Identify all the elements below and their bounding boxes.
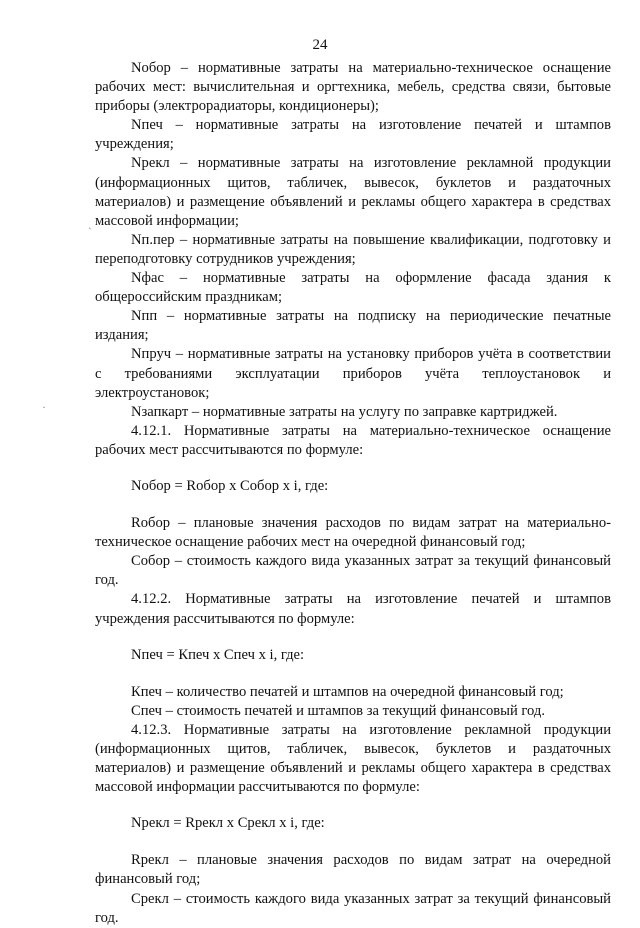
definition-nfas: Nфас – нормативные затраты на оформление фасада здания к общероссийским праздникам; bbox=[95, 270, 611, 306]
formula-npech: Nпеч = Кпеч х Спеч х i, где: bbox=[131, 646, 305, 663]
definition-nrekl: Nрекл – нормативные затраты на изготовление рекламной продукции (информационных щитов, табличек, вывесок, буклетов и раздаточных материалов) и размещение объявлений и рекламы общего характера в средствах массовой информации; bbox=[95, 155, 611, 229]
definition-spech: Спеч – стоимость печатей и штампов за текущий финансовый год. bbox=[131, 702, 545, 719]
definition-npech: Nпеч – нормативные затраты на изготовление печатей и штампов учреждения; bbox=[95, 117, 611, 153]
definition-nobor: Nобор – нормативные затраты на материально-техническое оснащение рабочих мест: вычислительная и оргтехника, мебель, средства связи, бытовые приборы (электрорадиаторы, кондиционеры); bbox=[95, 60, 611, 115]
section-4-12-1: 4.12.1. Нормативные затраты на материально-техническое оснащение рабочих мест рассчитываются по формуле: bbox=[95, 422, 611, 458]
formula-nobor: Nобор = Rобор х Собор х i, где: bbox=[131, 477, 329, 494]
section-4-12-3: 4.12.3. Нормативные затраты на изготовление рекламной продукции (информационных щитов, табличек, вывесок, буклетов и раздаточных материалов) и размещение объявлений и рекламы общего характера в средствах массовой информации рассчитываются по формуле: bbox=[95, 721, 611, 796]
formula-nrekl: Nрекл = Rрекл х Срекл х i, где: bbox=[131, 815, 325, 832]
section-4-12-2: 4.12.2. Нормативные затраты на изготовление печатей и штампов учреждения рассчитываются по формуле: bbox=[95, 591, 611, 627]
document-body bbox=[95, 59, 611, 928]
definition-npruch: Nпруч – нормативные затраты на установку приборов учёта в соответствии с требованиями эксплуатации приборов учёта теплоустановок и электроустановок; bbox=[95, 346, 611, 401]
definition-npp: Nпп – нормативные затраты на подписку на периодические печатные издания; bbox=[95, 308, 611, 344]
definition-sobor: Собор – стоимость каждого вида указанных затрат за текущий финансовый год. bbox=[95, 553, 611, 589]
page-number: 24 bbox=[312, 37, 328, 53]
definition-nzapkart: Nзапкарт – нормативные затраты на услугу по заправке картриджей. bbox=[131, 403, 558, 420]
definition-robor: Rобор – плановые значения расходов по видам затрат на материально-техническое оснащение рабочих мест на очередной финансовый год; bbox=[95, 515, 611, 551]
definition-npper: Nп.пер – нормативные затраты на повышение квалификации, подготовку и переподготовку сотрудников учреждения; bbox=[95, 231, 611, 267]
definition-kpech: Кпеч – количество печатей и штампов на очередной финансовый год; bbox=[131, 683, 564, 700]
definition-srekl: Срекл – стоимость каждого вида указанных затрат за текущий финансовый год. bbox=[95, 890, 611, 926]
scan-speck: · bbox=[42, 400, 46, 414]
definition-rrekl: Rрекл – плановые значения расходов по видам затрат на очередной финансовый год; bbox=[95, 852, 611, 888]
scan-speck: ` bbox=[88, 225, 92, 239]
